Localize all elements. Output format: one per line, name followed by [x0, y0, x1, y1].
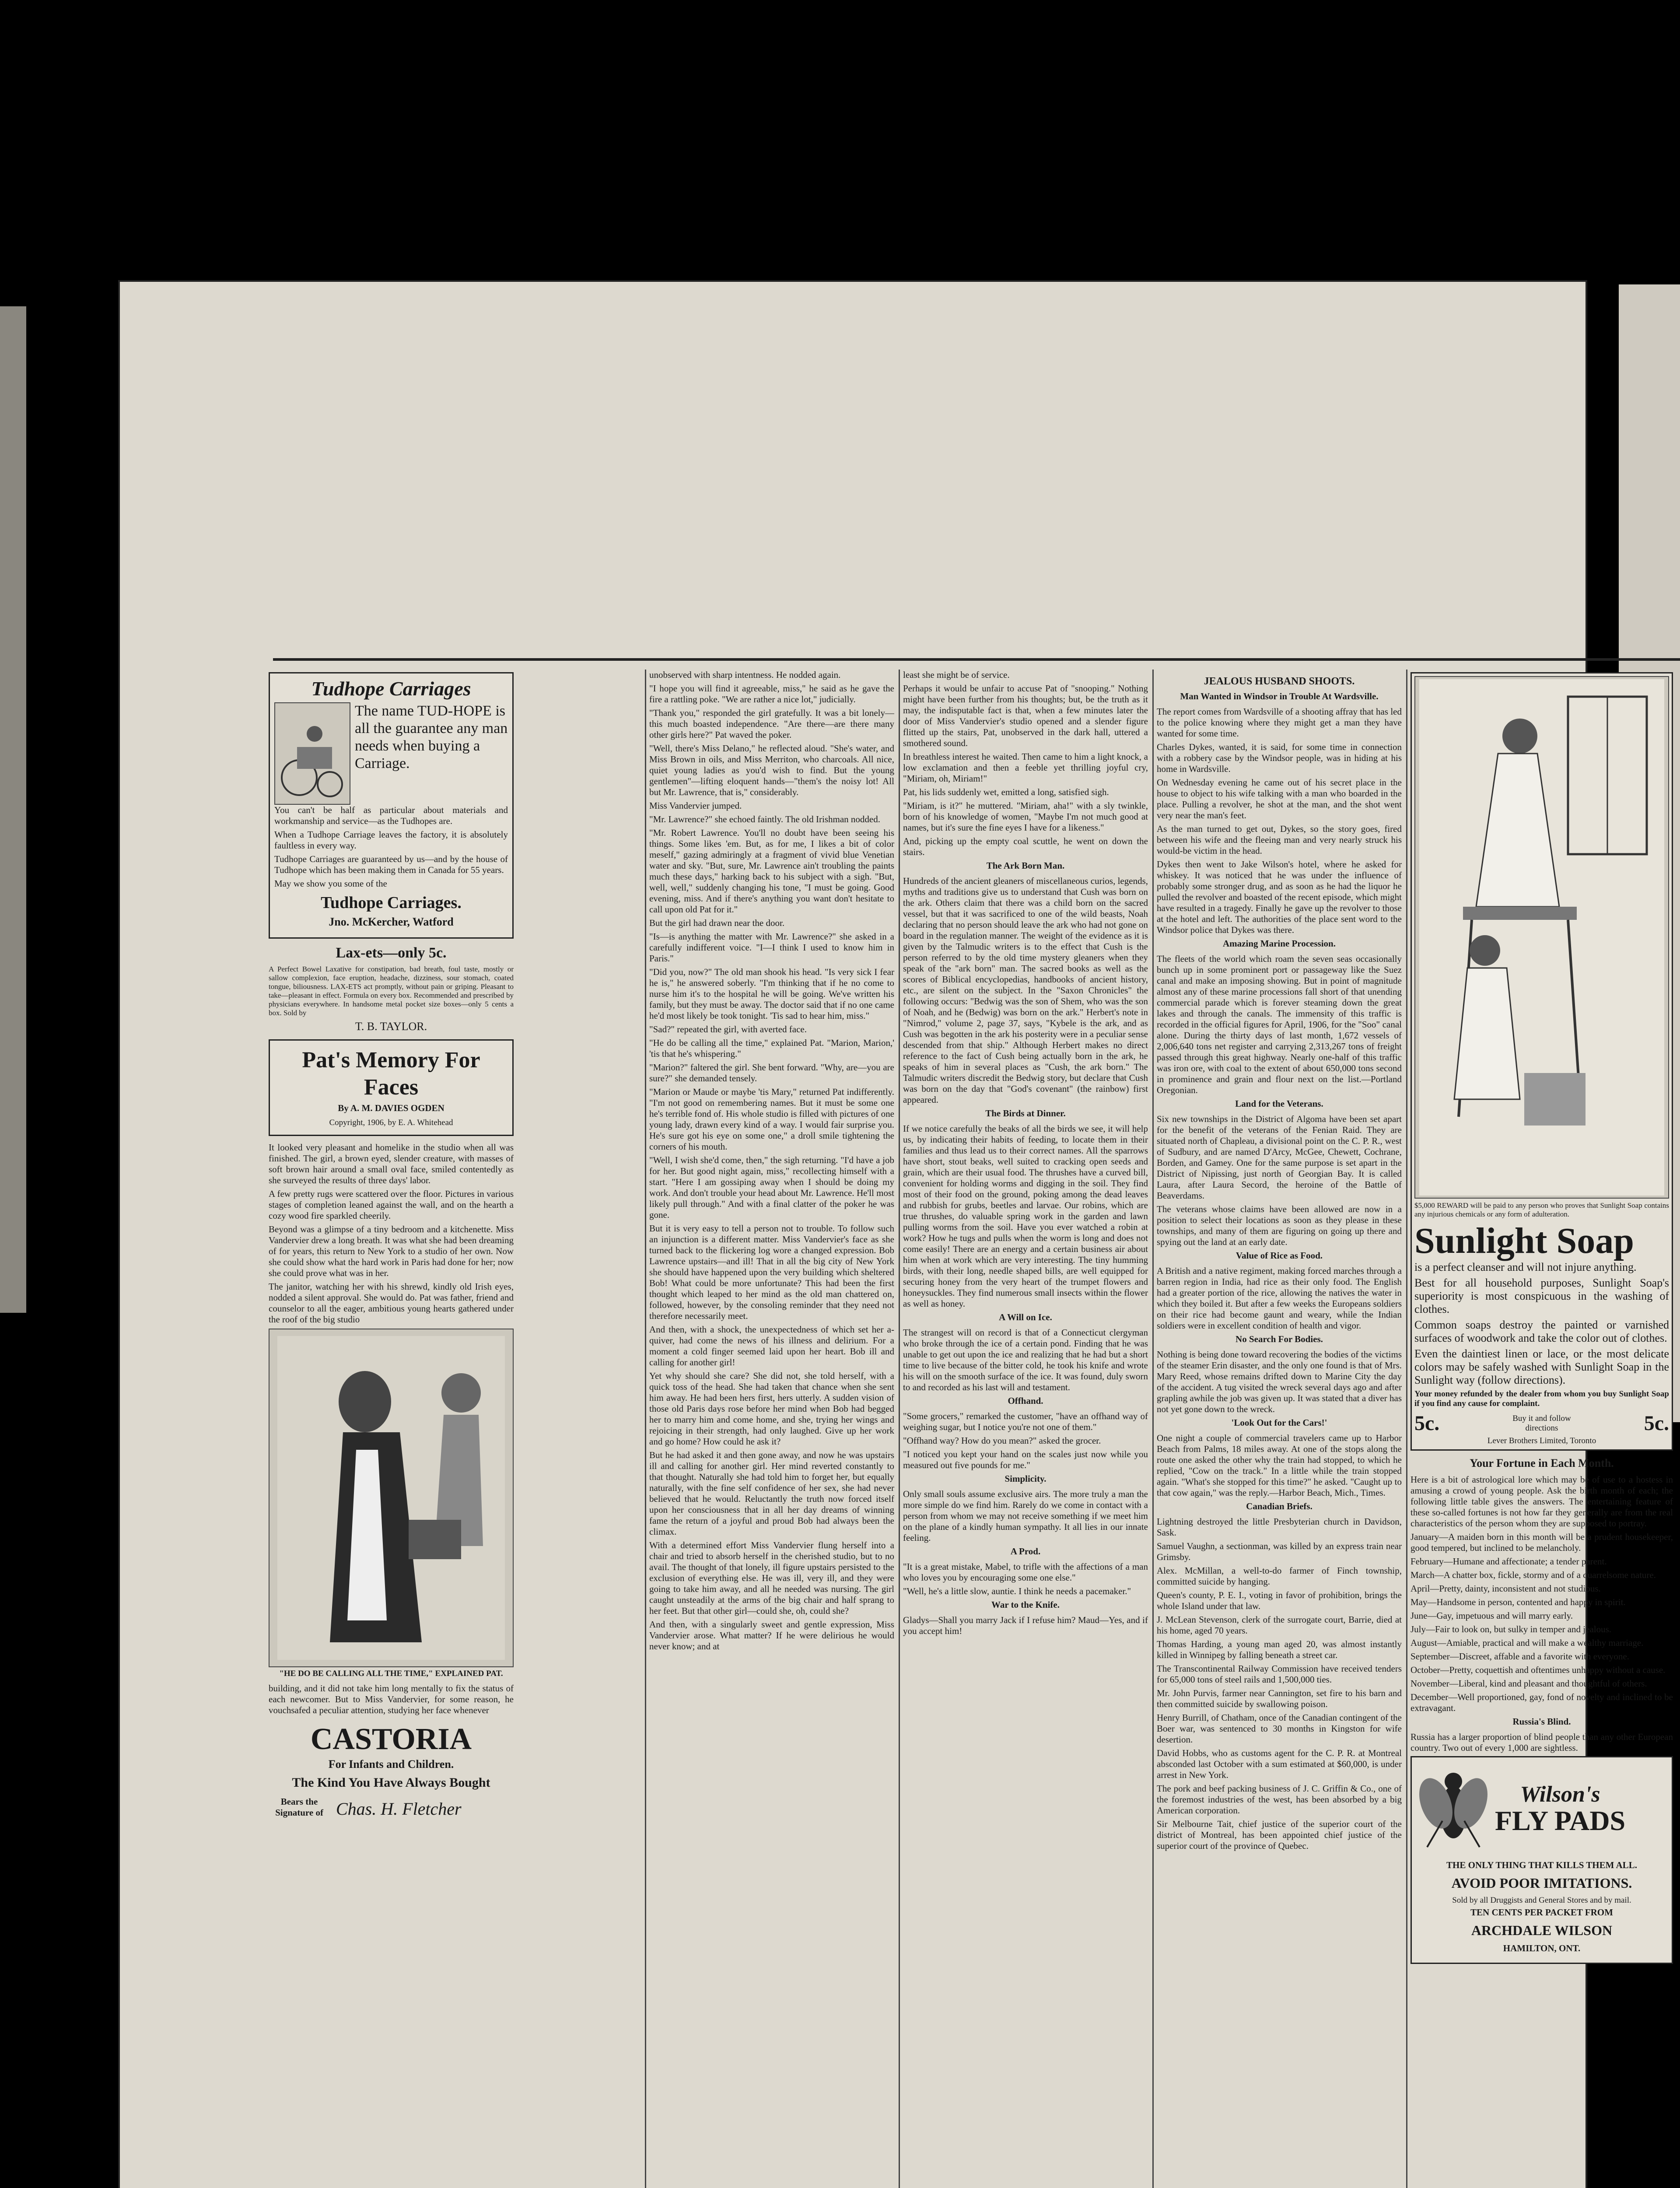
- sunlight-soap-ad: [1410, 672, 1673, 1451]
- tudhope-dealer: Jno. McKercher, Watford: [329, 915, 454, 928]
- war-heading: War to the Knife.: [991, 1599, 1060, 1610]
- will-heading: A Will on Ice.: [999, 1312, 1052, 1322]
- story-paragraph: Pat, his lids suddenly wet, emitted a long, satisfied sigh.: [903, 787, 1109, 797]
- tudhope-body-1: You can't be half as particular about materials and workmanship and service—as the Tudhopes are.: [274, 805, 508, 826]
- prod-paragraph: "It is a great mistake, Mabel, to trifle with the affections of a man who loves you by encouraging some one else.": [903, 1561, 1148, 1583]
- sunlight-line2: Best for all household purposes, Sunlight Soap's superiority is most conspicuous in the washing of clothes.: [1414, 1276, 1669, 1315]
- sunlight-price-1: 5c.: [1414, 1412, 1440, 1435]
- offhand-paragraph: "Some grocers," remarked the customer, "have an offhand way of weighing sugar, but I notice you're not one of them.": [903, 1411, 1148, 1432]
- story-paragraph: But he had asked it and then gone away, and now he was upstairs ill and calling for another girl. Her mind reverted constantly to that thought. Naturally she had told him to forget her, but equally naturally, with the fine self confidence of her sex, she had never believed that he would. Reluctantly the truth now forced itself upon her consciousness that in all her day dreams of winning fame the return of a joyful and proud Bob had always been the climax.: [649, 1450, 894, 1537]
- tudhope-body-3: Tudhope Carriages are guaranteed by us—and by the house of Tudhope which has been making them in Canada for 55 years.: [274, 854, 508, 875]
- tudhope-logo: Tudhope Carriages: [311, 677, 471, 700]
- fortune-paragraph: May—Handsome in person, contented and happy in spirit.: [1410, 1597, 1626, 1607]
- brief-item: Samuel Vaughn, a sectionman, was killed by an express train near Grimsby.: [1157, 1541, 1402, 1562]
- castoria-title: CASTORIA: [310, 1722, 472, 1756]
- castoria-line1: For Infants and Children.: [328, 1758, 454, 1771]
- will-paragraph: The strangest will on record is that of a Connecticut clergyman who broke through the ice of a certain pond. Finding that he was unable to get out upon the ice and realizing that he had but a short time to live because of the bitter cold, he took his knife and wrote his will on the smooth surface of the ice. It was found, duly sworn to and recorded as his last will and testament.: [903, 1327, 1148, 1392]
- briefs-heading: Canadian Briefs.: [1246, 1501, 1312, 1511]
- carriage-illustration: [274, 702, 350, 805]
- brief-item: Sir Melbourne Tait, chief justice of the superior court of the district of Montreal, has been appointed chief justice of the superior court of the province of Quebec.: [1157, 1819, 1402, 1851]
- veterans-heading: Land for the Veterans.: [1235, 1098, 1323, 1109]
- fortune-paragraph: August—Amiable, practical and will make a wealthy marriage.: [1410, 1637, 1644, 1648]
- fly-pads-title: FLY PADS: [1495, 1805, 1626, 1836]
- story-paragraph: Perhaps it would be unfair to accuse Pat of "snooping." Nothing might have been further from his thoughts; but, be the truth as it may, the indisputable fact is that, when a few minutes later the door of Miss Vandervier's studio opened and a slender figure flitted up the stairs, Pat, unobserved in the dark hall, uttered a smothered sound.: [903, 683, 1148, 748]
- fortune-heading: Your Fortune in Each Month.: [1470, 1457, 1614, 1469]
- column-3: [903, 670, 1148, 2188]
- search-heading: No Search For Bodies.: [1236, 1334, 1323, 1344]
- tudhope-carriages-ad: [269, 672, 514, 939]
- jealous-paragraph: On Wednesday evening he came out of his secret place in the house to object to his wife talking with a man who boarded in the place. Pulling a revolver, he shot at the man, and the shot went very near the man's feet.: [1157, 777, 1402, 820]
- story-paragraph: And then, with a shock, the unexpectedness of which set her a-quiver, had come the news of his illness and delirium. For a moment a cold finger seemed laid upon her heart. Bob ill and calling for another girl!: [649, 1324, 894, 1368]
- cars-paragraph: One night a couple of commercial travelers came up to Harbor Beach from Palms, 18 miles away. At one of the stops along the route one asked the other why the train had stopped, to which he replied, "Cow on the track." In a little while the train stopped again. "What's she stopped for this time?" he asked. "Caught up to that cow again," was the reply.—Harbor Beach, Mich., Times.: [1157, 1433, 1402, 1498]
- brief-item: Thomas Harding, a young man aged 20, was almost instantly killed in Winnipeg by falling beneath a street car.: [1157, 1639, 1402, 1660]
- sunlight-line3: Common soaps destroy the painted or varnished surfaces of woodwork and take the color out of clothes.: [1414, 1318, 1669, 1344]
- birds-heading: The Birds at Dinner.: [985, 1108, 1066, 1119]
- fortune-paragraph: July—Fair to look on, but sulky in temper and jealous.: [1410, 1624, 1612, 1634]
- tudhope-body-4: May we show you some of the: [274, 878, 387, 889]
- offhand-heading: Offhand.: [1008, 1396, 1043, 1406]
- newspaper-columns: [269, 658, 1680, 2188]
- adjacent-page-edge-left: [0, 306, 26, 1313]
- blind-paragraph: Russia has a larger proportion of blind people than any other European country. Two out of every 1,000 are sightless.: [1410, 1732, 1673, 1753]
- jealous-paragraph: Charles Dykes, wanted, it is said, for some time in connection with a robbery case by the Windsor people, was in hiding at his home in Wardsville.: [1157, 742, 1402, 774]
- story-paragraph: "Miriam, is it?" he muttered. "Miriam, aha!" with a sly twinkle, born of his knowledge of women, "Maybe I'm not much good at names, but it's sure the fine eyes I have for a likeness.": [903, 800, 1148, 833]
- story-paragraph: "I hope you will find it agreeable, miss," he said as he gave the fire a rattling poke. "We are rather a nice lot," judicially.: [649, 683, 894, 705]
- story-paragraph: unobserved with sharp intentness. He nodded again.: [649, 670, 841, 680]
- story-paragraph: "Mr. Lawrence?" she echoed faintly. The old Irishman nodded.: [649, 814, 880, 824]
- tudhope-body-2: When a Tudhope Carriage leaves the factory, it is absolutely faultless in every way.: [274, 829, 508, 851]
- wilson-title: Wilson's: [1520, 1782, 1600, 1807]
- fortune-paragraph: April—Pretty, dainty, inconsistent and not studious.: [1410, 1583, 1601, 1594]
- offhand-paragraph: "I noticed you kept your hand on the scales just now while you measured out five pounds for me.": [903, 1449, 1148, 1470]
- birds-paragraph: If we notice carefully the beaks of all the birds we see, it will help us, by indicating their habits of feeding, to locate them in their families and thus lead us to their correct names. All the sparrows have short, stout beaks, well suited to cracking open seeds and grain, which are their usual food. The thrushes have a curved bill, convenient for holding worms and digging in the soil. They find most of their food on the ground, poking among the dead leaves and rubbish for grubs, beetles and larvae. Our robins, which are true thrushes, do valuable spring work in the garden and lawn pulling worms from the soil. Have you ever watched a robin at work? How he tugs and pulls when the worm is long and does not come easily! There are an energy and a certain business air about him when at work which are very interesting. The tiny humming birds, with their long, needle shaped bills, are well equipped for securing honey from the very heart of the trumpet flowers and honeysuckles. They find numerous small insects within the flower as well as honey.: [903, 1123, 1148, 1309]
- story-paragraph: Yet why should she care? She did not, she told herself, with a quick toss of the head. She had taken that chance when she sent him away. He had been hers first, hers utterly. A sudden vision of those old Paris days rose before her mind when Bob had begged her to marry him and come home, and she, trying her wings and rejoicing in their strength, had only laughed. Give up her work and go home? How could he ask it?: [649, 1371, 894, 1447]
- story-copyright: Copyright, 1906, by E. A. Whitehead: [329, 1118, 453, 1127]
- laxets-seller: T. B. TAYLOR.: [355, 1020, 427, 1033]
- veterans-paragraph: Six new townships in the District of Algoma have been set apart for the benefit of the veterans of the Fenian Raid. They are situated north of Chapleau, a divisional point on the C. P. R., west of Sudbury, and are named D'Arcy, McGee, Chewett, Cochrane, Borden, and Gamey. One for the same purpose is set apart in the District of Nipissing, just north of Georgian Bay. It is called Laura, after Laura Secord, the heroine of the Battle of Beaverdams.: [1157, 1114, 1402, 1201]
- fletcher-signature: Chas. H. Fletcher: [336, 1799, 462, 1819]
- tudhope-lead: The name TUD-HOPE is all the guarantee any man needs when buying a Carriage.: [355, 703, 508, 771]
- story-paragraph: A few pretty rugs were scattered over the floor. Pictures in various stages of completion leaned against the wall, and on the hearth a cozy wood fire sparkled cheerily.: [269, 1189, 514, 1221]
- brief-item: Alex. McMillan, a well-to-do farmer of Finch township, committed suicide by hanging.: [1157, 1565, 1402, 1587]
- story-paragraph: In breathless interest he waited. Then came to him a light knock, a low exclamation and then a feeble yet thrilling joyful cry, "Miriam, oh, Miriam!": [903, 751, 1148, 784]
- laxets-body: A Perfect Bowel Laxative for constipation, bad breath, foul taste, mostly or sallow complexion, face eruption, headache, dizziness, sour stomach, coated tongue, biliousness. LAX-ETS act promptly, without pain or griping. Pleasant to take—pleasant in effect. Formula on every box. Recommended and prescribed by physicians everywhere. In handsome metal pocket size boxes—only 5 cents a box. Sold by: [269, 965, 514, 1017]
- simplicity-heading: Simplicity.: [1004, 1473, 1046, 1484]
- fortune-paragraph: November—Liberal, kind and pleasant and thoughtful of others.: [1410, 1678, 1647, 1689]
- story-paragraph: "Thank you," responded the girl gratefully. It was a bit lonely—this much boasted independence. "Are there—are there many other girls here?" Pat waved the poker.: [649, 708, 894, 740]
- prod-heading: A Prod.: [1010, 1546, 1041, 1557]
- sunlight-line1: is a perfect cleanser and will not injure anything.: [1414, 1261, 1637, 1273]
- castoria-line3: Bears the Signature of: [275, 1796, 323, 1818]
- story-paragraph: "Well, there's Miss Delano," he reflected aloud. "She's water, and Miss Brown in oils, and Miss Merriton, who charcoals. All nice, quiet young ladies as you'd wish to find. But the young gentlemen"—lifting eloquent hands—"them's the noisy lot! All but Mr. Lawrence, that is," considerably.: [649, 743, 894, 797]
- war-paragraph: Gladys—Shall you marry Jack if I refuse him? Maud—Yes, and if you accept him!: [903, 1615, 1148, 1636]
- castoria-line2: The Kind You Have Always Bought: [292, 1775, 490, 1790]
- newspaper-page: [118, 280, 1673, 2188]
- story-paragraph: The janitor, watching her with his shrewd, kindly old Irish eyes, nodded a silent approval. She would do. Pat was father, friend and counselor to all the eager, ambitious young hearts gathered under the roof of the big studio: [269, 1281, 514, 1325]
- laxets-ad: [269, 945, 514, 1033]
- story-paragraph: It looked very pleasant and homelike in the studio when all was finished. The girl, a brown eyed, slender creature, with masses of soft brown hair around a small oval face, smiled contentedly as she surveyed the results of three days' labor.: [269, 1142, 514, 1185]
- column-2: [649, 670, 894, 2188]
- sunlight-line4: Even the daintiest linen or lace, or the most delicate colors may be safely washed with Sunlight Soap in the Sunlight way (follow directions).: [1414, 1347, 1669, 1386]
- story-paragraph: least she might be of service.: [903, 670, 1010, 680]
- wilson-line2: AVOID POOR IMITATIONS.: [1451, 1875, 1632, 1891]
- story-paragraph: And then, with a singularly sweet and gentle expression, Miss Vandervier arose. What matter? If he were delirious he would never know; and at: [649, 1619, 894, 1652]
- sunlight-price-2: 5c.: [1644, 1412, 1669, 1435]
- laxets-title: Lax-ets—only 5c.: [336, 945, 447, 961]
- column-rule: [1152, 670, 1154, 2188]
- fly-icon: [1416, 1762, 1491, 1858]
- story-paragraph: "Is—is anything the matter with Mr. Lawrence?" she asked in a carefully indifferent voice. "I—I think I used to know him in Paris.": [649, 931, 894, 964]
- prod-paragraph: "Well, he's a little slow, auntie. I think he needs a pacemaker.": [903, 1586, 1131, 1596]
- story-paragraph: "Sad?" repeated the girl, with averted face.: [649, 1024, 807, 1034]
- ark-heading: The Ark Born Man.: [986, 860, 1065, 871]
- story-paragraph: "Marion?" faltered the girl. She bent forward. "Why, are—you are sure?" she demanded tensely.: [649, 1062, 894, 1083]
- illustration-caption: "HE DO BE CALLING ALL THE TIME," EXPLAINED PAT.: [279, 1669, 503, 1678]
- marine-paragraph: The fleets of the world which roam the seven seas occasionally bunch up in some prominent port or passageway like the Suez canal and make an imposing showing. But in point of magnitude almost any of these marine processions fall short of that unending commercial parade which is forever steaming down the great lakes and through the canals. The immensity of this traffic is recorded in the official figures for April, 1906, for the "Soo" canal alone. During the thirty days of last month, 1,672 vessels of 2,006,640 tons net register and carrying 2,313,267 tons of freight passed through this great highway. Nearly one-half of this traffic was iron ore, with coal to the extent of about 650,000 tons second in prominence and grain and flour next on the list.—Portland Oregonian.: [1157, 954, 1402, 1095]
- story-paragraph: building, and it did not take him long mentally to fix the status of each newcomer. But to Miss Vandervier, for some reason, he vouchsafed a peculiar attention, studying her face whenever: [269, 1683, 514, 1715]
- veterans-paragraph: The veterans whose claims have been allowed are now in a position to select their locations as soon as they please in these townships, and many of them are figuring on going up there and spying out the land at an early date.: [1157, 1204, 1402, 1247]
- cars-heading: 'Look Out for the Cars!': [1231, 1417, 1327, 1428]
- story-paragraph: "Well, I wish she'd come, then," the sigh returning. "I'd have a job for her. But good night again, miss," recollecting himself with a start. "Here I am gossiping away when I should be doing my work. And don't trouble your head about Mr. Lawrence. He'll most likely pull through." And with a final clatter of the poker he was gone.: [649, 1155, 894, 1220]
- ark-paragraph: Hundreds of the ancient gleaners of miscellaneous curios, legends, myths and traditions give us to understand that Cush was born on the ark. Others claim that there was a child born on the sacred vessel, but that it was sacrificed to one of the wild beasts, Noah declaring that no person should leave the ark who had not gone on board in the regulation manner. The weight of the evidence as it is given by the Talmudic writers is to the effect that Cush is the person referred to by the old time mystery gleaners when they speak of the "ark born" man. The sacred books as well as the scores of Biblical encyclopedias, handbooks of ancient history, etc., are silent on the subject. In the "Saxon Chronicles" the following occurs: "Bedwig was the son of Shem, who was the son of Noah, and he (Bedwig) was born on the ark." Herbert's note in "Nimrod," volume 2, page 37, says, "Kybele is the ark, and as Cush was begotten in the ark his posterity were in a peculiar sense descended from that ship." Although Herbert makes no direct reference to the fact of Cush being actually born in the ark, he speaks of him in several places as "Cush, the ark born." The Talmudic writers discredit the Bedwig story, but declare that Cush was born on the day that "God's covenant" (the rainbow) first appeared.: [903, 876, 1148, 1105]
- reward-text: $5,000 REWARD will be paid to any person who proves that Sunlight Soap contains any injurious chemicals or any form of adulteration.: [1414, 1201, 1669, 1218]
- story-title: Pat's Memory For Faces: [302, 1048, 480, 1100]
- wilson-fly-pads-ad: [1410, 1756, 1673, 1964]
- column-4: [1157, 670, 1402, 2188]
- story-illustration: [269, 1329, 514, 1667]
- brief-item: Queen's county, P. E. I., voting in favor of prohibition, brings the whole Island under that law.: [1157, 1590, 1402, 1611]
- rice-heading: Value of Rice as Food.: [1236, 1250, 1323, 1261]
- jealous-subheading: Man Wanted in Windsor in Trouble At Wardsville.: [1180, 691, 1379, 701]
- story-paragraph: Miss Vandervier jumped.: [649, 800, 742, 811]
- wilson-line1: THE ONLY THING THAT KILLS THEM ALL.: [1446, 1860, 1637, 1870]
- story-paragraph: "Did you, now?" The old man shook his head. "Is very sick I fear he is," he answered soberly. "I'm thinking that if he no come to nurse him it's to the hospital he will be going. We've written his family, but they must be away. The doctor said that if no one came he'd most likely be took tonight. 'Tis sad to hear him, miss.": [649, 967, 894, 1021]
- fortune-paragraph: January—A maiden born in this month will be a prudent housekeeper, good tempered, but inclined to be melancholy.: [1410, 1532, 1673, 1553]
- wilson-line5: ARCHDALE WILSON: [1471, 1922, 1613, 1938]
- brief-item: Mr. John Purvis, farmer near Cannington, set fire to his barn and then committed suicide by swallowing poison.: [1157, 1688, 1402, 1709]
- fortune-paragraph: December—Well proportioned, gay, fond of novelty and inclined to be extravagant.: [1410, 1692, 1673, 1713]
- search-paragraph: Nothing is being done toward recovering the bodies of the victims of the steamer Erin disaster, and the only one found is that of Mrs. Mary Reed, whose remains drifted down to Marine City the day of the accident. A tug visited the wreck several days ago and after grapling awhile the job was given up. It was stated that a diver has not yet gone down to the wreck.: [1157, 1349, 1402, 1414]
- offhand-paragraph: "Offhand way? How do you mean?" asked the grocer.: [903, 1435, 1101, 1446]
- brief-item: The pork and beef packing business of J. C. Griffin & Co., one of the foremost industries of the west, has been absorbed by a big American corporation.: [1157, 1783, 1402, 1816]
- wilson-line3: Sold by all Druggists and General Stores and by mail.: [1452, 1896, 1631, 1905]
- jealous-paragraph: As the man turned to get out, Dykes, so the story goes, fired between his wife and the fleeing man and very nearly struck his would-be victim in the head.: [1157, 824, 1402, 856]
- wilson-line4: TEN CENTS PER PACKET FROM: [1470, 1907, 1613, 1918]
- story-paragraph: But the girl had drawn near the door.: [649, 918, 785, 928]
- brief-item: David Hobbs, who as customs agent for the C. P. R. at Montreal absconded last October with a sum estimated at $60,000, is under arrest in New York.: [1157, 1748, 1402, 1780]
- blind-heading: Russia's Blind.: [1512, 1716, 1571, 1727]
- tudhope-name: Tudhope Carriages.: [321, 894, 462, 912]
- story-paragraph: And, picking up the empty coal scuttle, he went on down the stairs.: [903, 836, 1148, 857]
- column-rule: [899, 670, 900, 2188]
- story-byline: By A. M. DAVIES OGDEN: [338, 1103, 444, 1113]
- column-1: [269, 670, 514, 2188]
- brief-item: The Transcontinental Railway Commission have received tenders for 65,000 tons of steel rails and 1,500,000 ties.: [1157, 1663, 1402, 1685]
- fortune-paragraph: February—Humane and affectionate; a tender parent.: [1410, 1556, 1607, 1567]
- rice-paragraph: A British and a native regiment, making forced marches through a barren region in India, had rice as their only food. The English had a greater portion of the rice, allowing the natives the water in which they boiled it. But after a few weeks the Europeans soldiers on their rice had become gaunt and weary, while the Indian soldiers were in excellent condition of health and vigor.: [1157, 1266, 1402, 1331]
- sunlight-maker: Lever Brothers Limited, Toronto: [1487, 1436, 1596, 1445]
- fortune-paragraph: June—Gay, impetuous and will marry early.: [1410, 1610, 1573, 1621]
- story-paragraph: But it is very easy to tell a person not to trouble. To follow such an injunction is a different matter. Miss Vandervier's face as she turned back to the flickering log wore a changed expression. Bob Lawrence upstairs—and ill! That in all the big city of New York she should have happened upon the very building which sheltered Bob! What could be more unfortunate? This had been the first thought which leaped to her mind as the old man chattered on, followed, however, by the consoling reminder that they need not therefore necessarily meet.: [649, 1223, 894, 1321]
- story-paragraph: With a determined effort Miss Vandervier flung herself into a chair and tried to absorb herself in the cherished studio, but to no avail. The thought of that lonely, ill figure upstairs persisted to the exclusion of everything else. He was ill, very ill, and they were going to take him away, and all he needed was nursing. The girl caught unsteadily at the arms of the big chair and half sprang to her feet. But that other girl—could she, oh, could she?: [649, 1540, 894, 1616]
- story-paragraph: "Marion or Maude or maybe 'tis Mary," returned Pat indifferently. "I'm not good on remembering names. But it must be some one he's terrible fond of. His whole studio is filled with pictures of one young lady, drawn every kind of a way. I would fair surprise you. He's sure got his eye on some one," a droll smile tightening the corners of his mouth.: [649, 1087, 894, 1152]
- brief-item: J. McLean Stevenson, clerk of the surrogate court, Barrie, died at his home, aged 70 years.: [1157, 1614, 1402, 1636]
- column-rule: [645, 670, 646, 2188]
- sunlight-illustration: [1414, 676, 1669, 1199]
- brief-item: Lightning destroyed the little Presbyterian church in Davidson, Sask.: [1157, 1516, 1402, 1538]
- marine-heading: Amazing Marine Procession.: [1223, 938, 1336, 949]
- brief-item: Henry Burrill, of Chatham, once of the Canadian contingent of the Boer war, was sentenced to 30 months in Kingston for wife desertion.: [1157, 1712, 1402, 1745]
- jealous-heading: JEALOUS HUSBAND SHOOTS.: [1204, 676, 1355, 687]
- sunlight-line5: Your money refunded by the dealer from whom you buy Sunlight Soap if you find any cause for complaint.: [1414, 1389, 1669, 1408]
- wilson-line6: HAMILTON, ONT.: [1503, 1943, 1581, 1953]
- fortune-paragraph: Here is a bit of astrological lore which may be of use to a hostess in amusing a crowd of young people. Ask the birth month of each; the following little table gives the answers. The entertaining feature of these so-called fortunes is not how far they generally are from the real characteristics of the person whom they are supposed to portray.: [1410, 1474, 1673, 1529]
- sunlight-buy-text: Buy it and follow directions: [1512, 1413, 1571, 1433]
- simplicity-paragraph: Only small souls assume exclusive airs. The more truly a man the more simple do we find him. Rarely do we come in contact with a person from whom we may not receive something if we meet him on the plane of a kindly human sympathy. It all lies in our innate feeling.: [903, 1489, 1148, 1543]
- story-paragraph: "He do be calling all the time," explained Pat. "Marion, Marion,' 'tis that he's whispering.": [649, 1038, 894, 1059]
- fortune-paragraph: September—Discreet, affable and a favorite with everyone.: [1410, 1651, 1629, 1662]
- fortune-paragraph: March—A chatter box, fickle, stormy and of a quarrelsome nature.: [1410, 1570, 1656, 1580]
- story-title-box: [269, 1039, 514, 1136]
- fortune-paragraph: October—Pretty, coquettish and oftentimes unhappy without a cause.: [1410, 1665, 1666, 1675]
- jealous-paragraph: The report comes from Wardsville of a shooting affray that has led to the police knowing where they might get a man they have wanted for some time.: [1157, 706, 1402, 739]
- column-5: [1410, 670, 1673, 2188]
- sunlight-title: Sunlight Soap: [1414, 1220, 1634, 1261]
- story-paragraph: Beyond was a glimpse of a tiny bedroom and a kitchenette. Miss Vandervier drew a long breath. It was what she had been dreaming of for years, this return to New York to a studio of her own. Now she could show what the hard work in Paris had done for her; now she could prove what was in her.: [269, 1224, 514, 1278]
- column-rule: [1406, 670, 1407, 2188]
- jealous-paragraph: Dykes then went to Jake Wilson's hotel, where he asked for whiskey. It was noticed that he was under the influence of probably some stronger drug, and as soon as he had the liquor he pulled the revolver and boasted of the recent episode, which might have resulted in a tragedy. Finally he gave up the revolver to those at the hotel and left. The authorities of the place sent word to the Windsor police that Dykes was there.: [1157, 859, 1402, 935]
- castoria-ad: [269, 1723, 514, 1823]
- story-paragraph: "Mr. Robert Lawrence. You'll no doubt have been seeing his things. Some likes 'em. But, as for me, I likes a bit of color meself," gazing admiringly at a fragment of vivid blue Venetian water and sky. "But, sure, Mr. Lawrence ain't troubling the paints much these days," harking back to his subject with a sigh. "But, well, well," suddenly changing his tone, "I must be going. Good evening, miss. And if there's anything you want don't hesitate to call upon old Pat for it.": [649, 828, 894, 915]
